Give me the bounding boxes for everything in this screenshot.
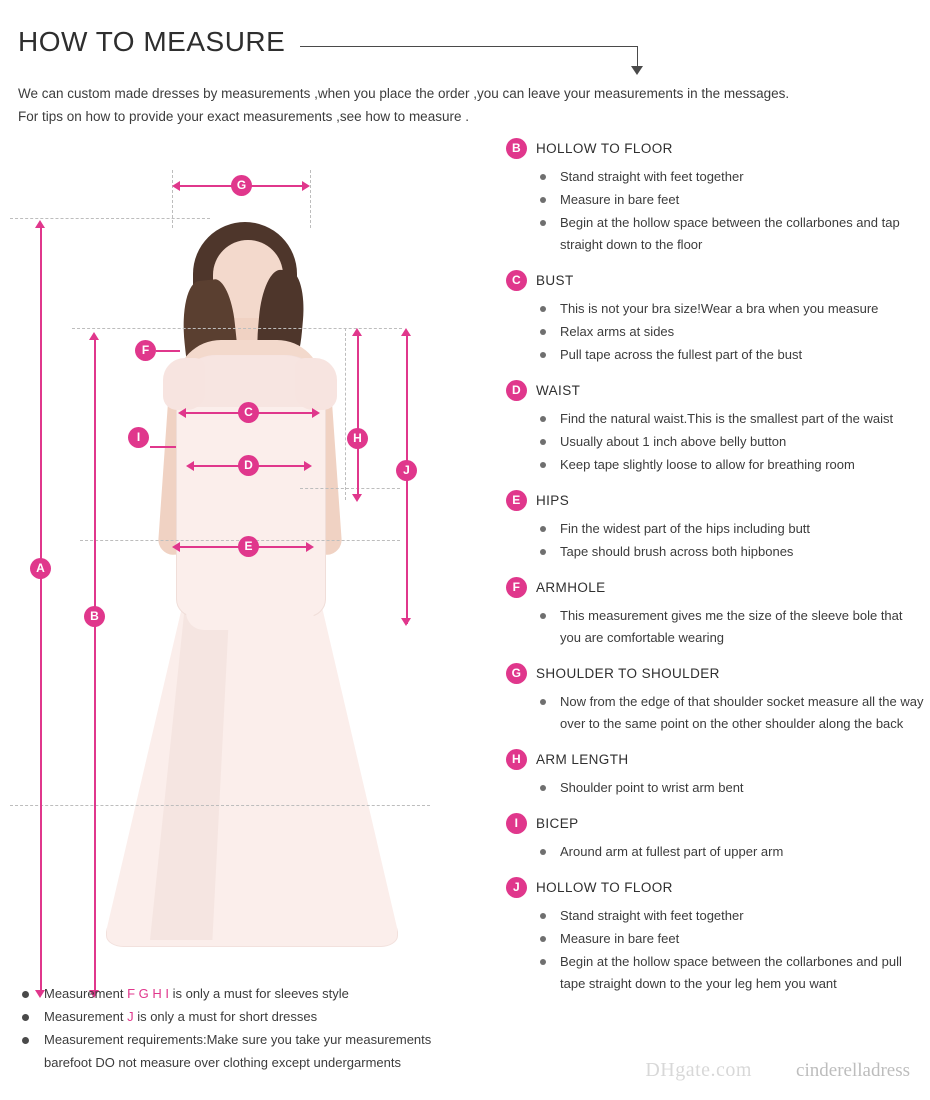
measurement-group-b <box>500 138 925 256</box>
measurement-items-g <box>500 691 925 735</box>
footer-note-2-post: is only a must for short dresses <box>133 1009 318 1024</box>
badge-b: B <box>84 606 105 627</box>
measurement-heading-h <box>500 749 925 773</box>
badge-h-icon: H <box>506 749 527 770</box>
footer-note-3-line1: Measurement requirements:Make sure you take yur measurements <box>44 1032 432 1047</box>
measure-arrow-b-top <box>89 332 99 340</box>
footer-note-3 <box>18 1028 488 1074</box>
measurement-instruction-list <box>500 138 925 1009</box>
measurement-heading-j <box>500 877 925 901</box>
list-item: Keep tape slightly loose to allow for breathing room <box>536 454 925 476</box>
badge-d: D <box>238 455 259 476</box>
footer-note-1-post: is only a must for sleeves style <box>168 986 349 1001</box>
footer-note-2-pre: Measurement <box>44 1009 128 1024</box>
badge-f: F <box>135 340 156 361</box>
badge-b-icon: B <box>506 138 527 159</box>
footer-note-1-keys: F G H I <box>127 986 169 1001</box>
measurement-items-i <box>500 841 925 863</box>
list-item: Measure in bare feet <box>536 928 925 950</box>
measure-arrow-d-right <box>304 461 312 471</box>
list-item: Usually about 1 inch above belly button <box>536 431 925 453</box>
watermark-store: cinderelladress <box>796 1060 910 1081</box>
measure-arrow-j-bottom <box>401 618 411 626</box>
measurement-heading-g <box>500 663 925 687</box>
page-title: HOW TO MEASURE <box>18 26 286 57</box>
measurement-diagram <box>0 140 480 970</box>
measure-arrow-e-right <box>306 542 314 552</box>
list-item: Fin the widest part of the hips including butt <box>536 518 925 540</box>
measure-arrow-g-right <box>302 181 310 191</box>
watermark-site: DHgate.com <box>645 1059 752 1081</box>
measure-line-f <box>156 350 180 352</box>
measure-arrow-c-left <box>178 408 186 418</box>
badge-g-icon: G <box>506 663 527 684</box>
measure-line-h <box>357 336 359 494</box>
measure-line-b <box>94 340 96 990</box>
badge-h: H <box>347 428 368 449</box>
list-item: Tape should brush across both hipbones <box>536 541 925 563</box>
figure-dress-waist <box>186 560 314 630</box>
list-item: This is not your bra size!Wear a bra when you measure <box>536 298 925 320</box>
guide-floor <box>10 805 430 806</box>
badge-j-icon: J <box>506 877 527 898</box>
measurement-items-b <box>500 166 925 256</box>
intro-text-line-1: We can custom made dresses by measurements ,when you place the order ,you can leave your measurements in the messages. <box>18 86 790 101</box>
footer-note-3-line2: barefoot DO not measure over clothing except undergarments <box>44 1055 401 1070</box>
measurement-items-e <box>500 518 925 563</box>
measurement-group-g <box>500 663 925 735</box>
badge-d-icon: D <box>506 380 527 401</box>
list-item: Relax arms at sides <box>536 321 925 343</box>
measurement-heading-e <box>500 490 925 514</box>
guide-arm-vert <box>345 328 346 500</box>
badge-c: C <box>238 402 259 423</box>
measurement-heading-b <box>500 138 925 162</box>
list-item: Around arm at fullest part of upper arm <box>536 841 925 863</box>
badge-i: I <box>128 427 149 448</box>
list-item: Find the natural waist.This is the smallest part of the waist <box>536 408 925 430</box>
measurement-group-f <box>500 577 925 649</box>
measurement-items-d <box>500 408 925 476</box>
measurement-group-c <box>500 270 925 366</box>
figure-sleeve-left <box>163 358 205 410</box>
measurement-title-h: ARM LENGTH <box>536 752 629 767</box>
title-rule-vertical <box>637 46 638 68</box>
measure-arrow-c-right <box>312 408 320 418</box>
list-item: Measure in bare feet <box>536 189 925 211</box>
footer-note-2-keys: J <box>127 1009 134 1024</box>
measurement-items-f <box>500 605 925 649</box>
footer-notes <box>18 982 488 1074</box>
measure-arrow-e-left <box>172 542 180 552</box>
footer-note-2 <box>18 1005 488 1028</box>
badge-c-icon: C <box>506 270 527 291</box>
measurement-group-i <box>500 813 925 863</box>
list-item: Stand straight with feet together <box>536 905 925 927</box>
figure-sleeve-right <box>295 358 337 410</box>
footer-note-1 <box>18 982 488 1005</box>
guide-arm-mid <box>300 488 400 489</box>
measurement-title-j: HOLLOW TO FLOOR <box>536 880 673 895</box>
measurement-title-e: HIPS <box>536 493 570 508</box>
measurement-title-f: ARMHOLE <box>536 580 606 595</box>
list-item: Now from the edge of that shoulder socket measure all the way over to the same point on the other shoulder along the back <box>536 691 925 735</box>
badge-j: J <box>396 460 417 481</box>
badge-f-icon: F <box>506 577 527 598</box>
measurement-items-h <box>500 777 925 799</box>
badge-a: A <box>30 558 51 579</box>
badge-e: E <box>238 536 259 557</box>
measurement-group-j <box>500 877 925 995</box>
list-item: Pull tape across the fullest part of the bust <box>536 344 925 366</box>
measure-arrow-d-left <box>186 461 194 471</box>
measurement-items-j <box>500 905 925 995</box>
title-arrow-icon <box>631 66 643 75</box>
list-item: This measurement gives me the size of the sleeve bole that you are comfortable wearing <box>536 605 925 649</box>
guide-top <box>10 218 210 219</box>
measurement-heading-f <box>500 577 925 601</box>
list-item: Begin at the hollow space between the collarbones and tap straight down to the floor <box>536 212 925 256</box>
guide-shoulder-left-vert <box>172 170 173 228</box>
badge-i-icon: I <box>506 813 527 834</box>
list-item: Shoulder point to wrist arm bent <box>536 777 925 799</box>
measure-arrow-h-top <box>352 328 362 336</box>
list-item: Stand straight with feet together <box>536 166 925 188</box>
intro-text-line-2: For tips on how to provide your exact measurements ,see how to measure . <box>18 109 469 124</box>
measurement-title-i: BICEP <box>536 816 579 831</box>
measure-arrow-g-left <box>172 181 180 191</box>
measurement-heading-d <box>500 380 925 404</box>
measurement-heading-c <box>500 270 925 294</box>
measurement-title-g: SHOULDER TO SHOULDER <box>536 666 720 681</box>
measurement-heading-i <box>500 813 925 837</box>
list-item: Begin at the hollow space between the collarbones and pull tape straight down to the your leg hem you want <box>536 951 925 995</box>
measurement-group-e <box>500 490 925 563</box>
title-rule <box>300 46 638 47</box>
measurement-group-d <box>500 380 925 476</box>
measurement-group-h <box>500 749 925 799</box>
badge-e-icon: E <box>506 490 527 511</box>
measurement-title-d: WAIST <box>536 383 581 398</box>
measurement-items-c <box>500 298 925 366</box>
measure-arrow-a-top <box>35 220 45 228</box>
measurement-title-b: HOLLOW TO FLOOR <box>536 141 673 156</box>
measurement-title-c: BUST <box>536 273 574 288</box>
footer-note-1-pre: Measurement <box>44 986 128 1001</box>
badge-g: G <box>231 175 252 196</box>
measure-arrow-j-top <box>401 328 411 336</box>
measure-arrow-h-bottom <box>352 494 362 502</box>
measure-line-a <box>40 228 42 990</box>
guide-shoulder-right-vert <box>310 170 311 228</box>
measure-line-i <box>150 446 176 448</box>
